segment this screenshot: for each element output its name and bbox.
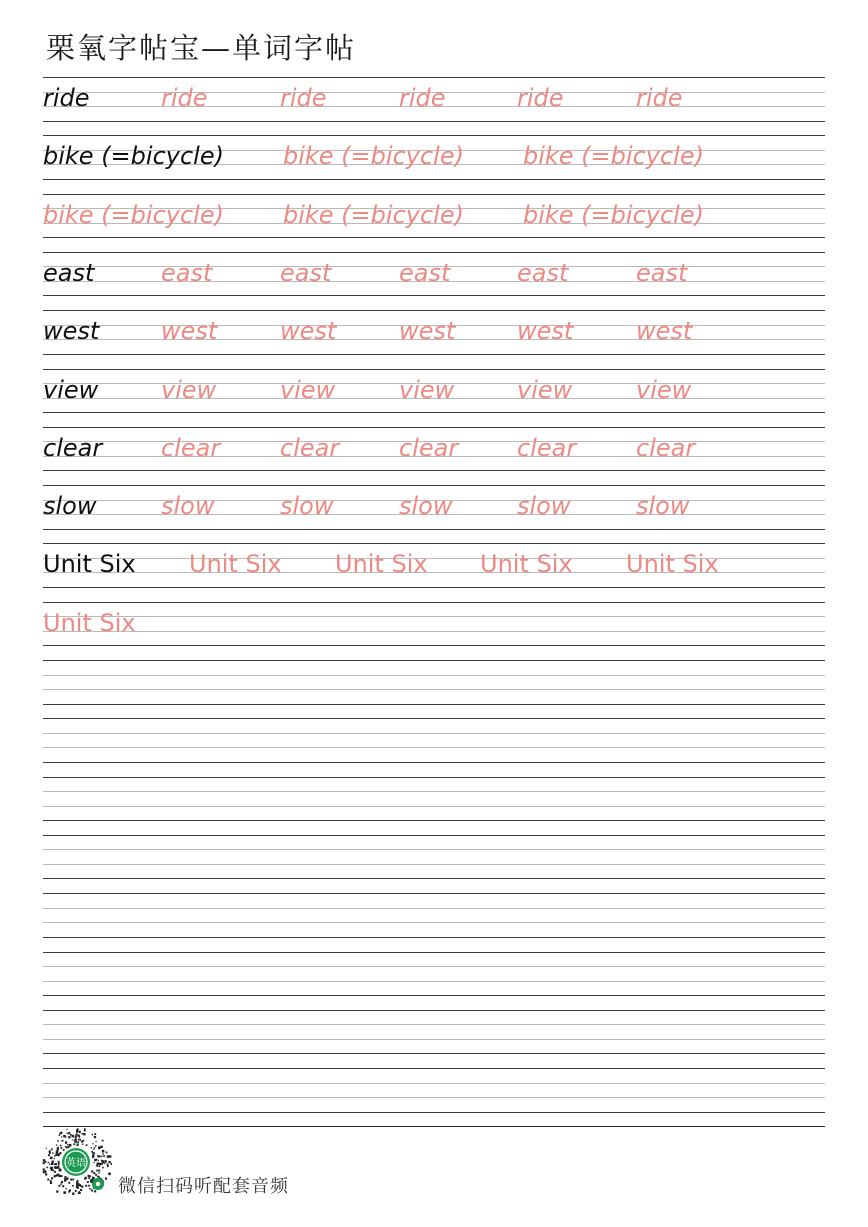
ruled-line	[43, 747, 825, 748]
trace-word: west	[399, 317, 456, 346]
qr-badge-label: 英语	[66, 1158, 86, 1169]
trace-word: west	[636, 317, 693, 346]
model-word: west	[43, 317, 100, 346]
model-word: ride	[43, 84, 90, 112]
trace-word: view	[517, 375, 573, 404]
ruled-line	[43, 295, 825, 296]
trace-word: ride	[161, 84, 208, 112]
ruled-line	[43, 412, 825, 413]
ruled-line	[43, 791, 825, 792]
trace-word: east	[161, 258, 213, 287]
model-word: clear	[43, 433, 103, 462]
trace-word: Unit Six	[480, 550, 573, 579]
ruled-line	[43, 369, 825, 370]
ruled-line	[43, 543, 825, 544]
ruled-line	[43, 689, 825, 690]
ruled-line	[43, 602, 825, 603]
model-word: Unit Six	[43, 550, 136, 579]
trace-word: view	[280, 375, 336, 404]
trace-word: ride	[517, 84, 564, 112]
ruled-line	[43, 733, 825, 734]
ruled-line	[43, 777, 825, 778]
ruled-line	[43, 660, 825, 661]
ruled-line	[43, 1112, 825, 1113]
ruled-line	[43, 704, 825, 705]
ruled-line	[43, 77, 825, 78]
trace-word: Unit Six	[626, 550, 719, 579]
ruled-line	[43, 937, 825, 938]
trace-word: clear	[636, 433, 696, 462]
ruled-line	[43, 878, 825, 879]
ruled-line	[43, 820, 825, 821]
trace-word: bike (=bicycle)	[523, 200, 704, 229]
model-word: bike (=bicycle)	[43, 142, 224, 171]
trace-word: west	[161, 317, 218, 346]
trace-word: slow	[399, 492, 453, 521]
trace-word: ride	[399, 84, 446, 112]
ruled-line	[43, 981, 825, 982]
trace-word: east	[517, 258, 569, 287]
ruled-line	[43, 194, 825, 195]
ruled-line	[43, 893, 825, 894]
trace-word: east	[636, 258, 688, 287]
trace-word: clear	[161, 433, 221, 462]
footer	[40, 1126, 340, 1198]
ruled-line	[43, 237, 825, 238]
trace-word: west	[280, 317, 337, 346]
trace-word: slow	[161, 492, 215, 521]
ruled-line	[43, 354, 825, 355]
qr-code-icon[interactable]	[40, 1126, 112, 1198]
trace-word: bike (=bicycle)	[523, 142, 704, 171]
handwriting-sheet	[43, 0, 825, 1227]
trace-word: clear	[399, 433, 459, 462]
trace-word: slow	[280, 492, 334, 521]
ruled-line	[43, 835, 825, 836]
trace-word: ride	[636, 84, 683, 112]
trace-word: view	[161, 375, 217, 404]
ruled-line	[43, 470, 825, 471]
ruled-line	[43, 966, 825, 967]
ruled-line	[43, 952, 825, 953]
ruled-line	[43, 849, 825, 850]
ruled-line	[43, 1010, 825, 1011]
ruled-line	[43, 616, 825, 617]
ruled-line	[43, 922, 825, 923]
trace-word: view	[399, 375, 455, 404]
ruled-line	[43, 762, 825, 763]
ruled-line	[43, 995, 825, 996]
ruled-line	[43, 718, 825, 719]
ruled-line	[43, 529, 825, 530]
ruled-line	[43, 1068, 825, 1069]
page-title: 栗氧字帖宝—单词字帖	[46, 31, 357, 65]
ruled-line	[43, 179, 825, 180]
trace-word: Unit Six	[43, 608, 136, 637]
trace-word: west	[517, 317, 574, 346]
ruled-line	[43, 587, 825, 588]
ruled-line	[43, 631, 825, 632]
ruled-line	[43, 1097, 825, 1098]
trace-word: east	[280, 258, 332, 287]
ruled-line	[43, 1053, 825, 1054]
ruled-line	[43, 806, 825, 807]
ruled-line	[43, 1024, 825, 1025]
trace-word: bike (=bicycle)	[283, 142, 464, 171]
trace-word: Unit Six	[335, 550, 428, 579]
trace-word: clear	[280, 433, 340, 462]
ruled-line	[43, 485, 825, 486]
trace-word: bike (=bicycle)	[283, 200, 464, 229]
trace-word: clear	[517, 433, 577, 462]
ruled-line	[43, 310, 825, 311]
model-word: east	[43, 258, 95, 287]
trace-word: bike (=bicycle)	[43, 200, 224, 229]
ruled-line	[43, 675, 825, 676]
ruled-line	[43, 645, 825, 646]
ruled-line	[43, 1083, 825, 1084]
ruled-line	[43, 864, 825, 865]
trace-word: slow	[517, 492, 571, 521]
trace-word: east	[399, 258, 451, 287]
ruled-line	[43, 1039, 825, 1040]
ruled-line	[43, 908, 825, 909]
trace-word: view	[636, 375, 692, 404]
ruled-line	[43, 252, 825, 253]
model-word: slow	[43, 492, 97, 521]
trace-word: Unit Six	[189, 550, 282, 579]
ruled-line	[43, 121, 825, 122]
trace-word: ride	[280, 84, 327, 112]
trace-word: slow	[636, 492, 690, 521]
footer-instruction: 微信扫码听配套音频	[118, 1176, 289, 1197]
model-word: view	[43, 375, 99, 404]
ruled-line	[43, 427, 825, 428]
ruled-line	[43, 135, 825, 136]
